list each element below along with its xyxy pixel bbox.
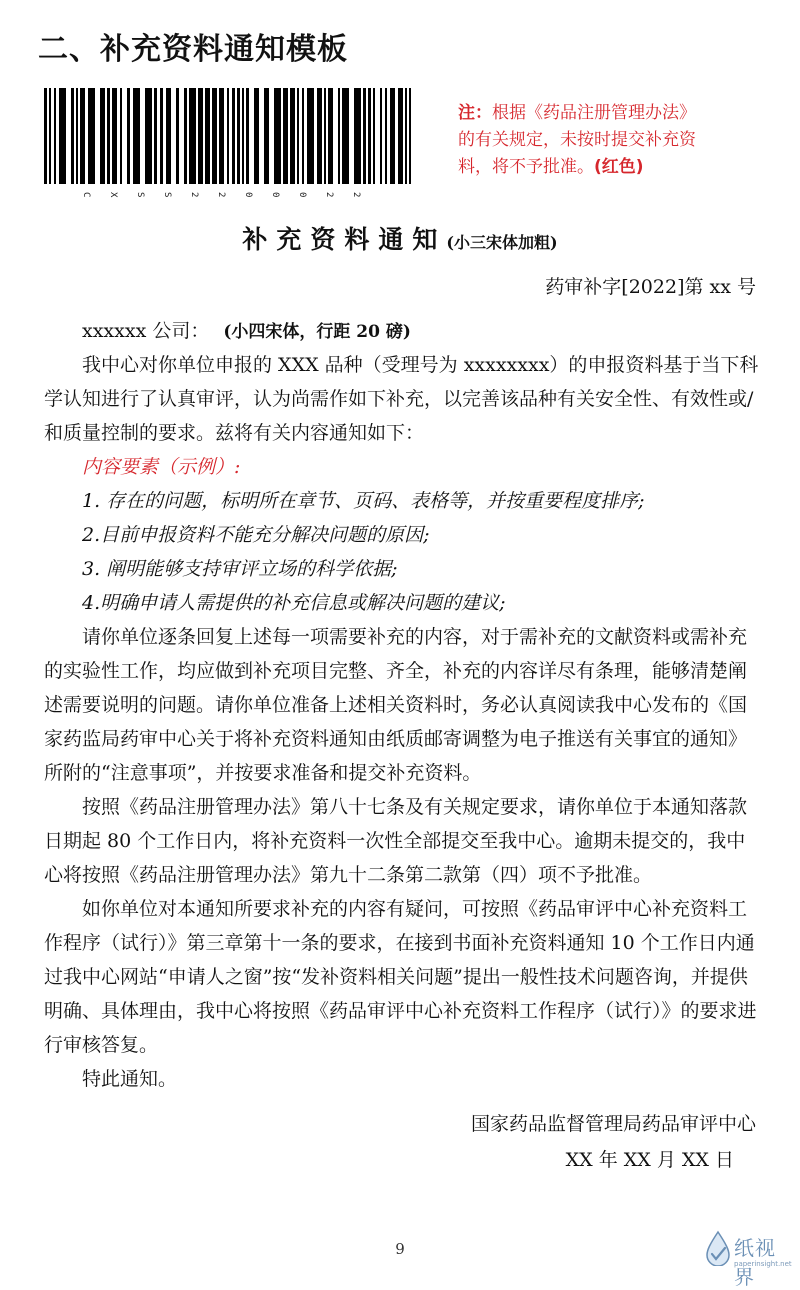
barcode-bar <box>254 88 259 184</box>
note-line2: 的有关规定，未按时提交补充资 <box>458 130 696 150</box>
document-body <box>44 314 760 1096</box>
barcode-bar <box>133 88 140 184</box>
barcode-bar <box>354 88 361 184</box>
list-item: 4.明确申请人需提供的补充信息或解决问题的建议; <box>82 592 506 614</box>
title-font-note: (小三宋体加粗) <box>446 233 558 252</box>
barcode-bar <box>184 88 187 184</box>
barcode-bar <box>405 88 407 184</box>
document-title <box>0 220 800 256</box>
watermark-logo <box>704 1230 796 1289</box>
note-color-tag: (红色) <box>594 157 644 177</box>
barcode-bar <box>120 88 122 184</box>
barcode <box>44 88 414 204</box>
barcode-bar <box>307 88 314 184</box>
barcode-bar <box>80 88 85 184</box>
barcode-bar <box>198 88 203 184</box>
barcode-bar <box>88 88 95 184</box>
barcode-char: S <box>135 192 145 198</box>
barcode-char: 2 <box>216 192 226 198</box>
logo-icon <box>704 1230 732 1266</box>
barcode-bar <box>145 88 152 184</box>
barcode-bar <box>380 88 382 184</box>
barcode-char: 0 <box>243 192 253 198</box>
page-number: 9 <box>395 1240 405 1258</box>
barcode-char: S <box>162 192 172 198</box>
barcode-bar <box>246 88 249 184</box>
barcode-bar <box>328 88 333 184</box>
barcode-bar <box>127 88 130 184</box>
barcode-bar <box>100 88 105 184</box>
barcode-bar <box>264 88 269 184</box>
logo-name: 纸视界 <box>734 1236 776 1289</box>
barcode-bar <box>363 88 366 184</box>
barcode-bar <box>71 88 74 184</box>
barcode-bar <box>373 88 375 184</box>
signature-block <box>471 1106 756 1178</box>
barcode-bar <box>368 88 371 184</box>
paragraph-2: 请你单位逐条回复上述每一项需要补充的内容，对于需补充的文献资料或需补充的实验性工作，均应做到补充项目完整、齐全，补充的内容详尽有条理，能够清楚阐述需要说明的问题。请你单位准备上述相关资料时，务必认真阅读我中心发布的《国家药监局药审中心关于将补充资料通知由纸质邮寄调整为电子推送有关事宜的通知》所附的“注意事项”，并按要求准备和提交补充资料。 <box>44 626 748 784</box>
barcode-bar <box>107 88 110 184</box>
salutation-line <box>44 314 760 348</box>
section-title: 二、补充资料通知模板 <box>38 32 348 67</box>
barcode-char: 0 <box>297 192 307 198</box>
signature: 国家药品监督管理局药品审评中心 <box>470 1113 756 1135</box>
barcode-char: 2 <box>324 192 334 198</box>
barcode-bar <box>338 88 340 184</box>
title-text: 补充资料通知 <box>242 225 447 254</box>
barcode-char: 2 <box>351 192 361 198</box>
barcode-bar <box>398 88 403 184</box>
barcode-bar <box>112 88 117 184</box>
barcode-bar <box>390 88 395 184</box>
red-note <box>458 100 748 181</box>
note-line3: 料，将不予批准。 <box>458 157 594 177</box>
barcode-bar <box>242 88 244 184</box>
salutation-format-note: (小四宋体，行距 20 磅) <box>223 322 411 342</box>
list-item: 2.目前申报资料不能充分解决问题的原因; <box>82 524 430 546</box>
logo-url: paperinsight.net <box>734 1260 792 1268</box>
barcode-bar <box>49 88 51 184</box>
barcode-char: 0 <box>270 192 280 198</box>
barcode-bar <box>283 88 288 184</box>
closing: 特此通知。 <box>82 1068 178 1090</box>
note-line1: 根据《药品注册管理办法》 <box>492 103 696 123</box>
barcode-bar <box>205 88 210 184</box>
barcode-bar <box>274 88 281 184</box>
barcode-bar <box>189 88 196 184</box>
barcode-bar <box>59 88 66 184</box>
barcode-bar <box>54 88 56 184</box>
barcode-bar <box>237 88 240 184</box>
content-heading: 内容要素（示例）: <box>82 456 241 478</box>
paragraph-1: 我中心对你单位申报的 XXX 品种（受理号为 xxxxxxxx）的申报资料基于当下科学认知进行了认真审评，认为尚需作如下补充，以完善该品种有关安全性、有效性或/和质量控制的要求。兹将有关内容通知如下： <box>44 354 759 444</box>
barcode-bar <box>76 88 78 184</box>
barcode-char: C <box>81 192 91 198</box>
barcode-bar <box>232 88 235 184</box>
paragraph-3: 按照《药品注册管理办法》第八十七条及有关规定要求，请你单位于本通知落款日期起 80 个工作日内，将补充资料一次性全部提交至我中心。逾期未提交的，我中心将按照《药品注册管理办法》第九十二条第二款第（四）项不予批准。 <box>44 796 748 886</box>
barcode-bar <box>317 88 322 184</box>
list-item: 3. 阐明能够支持审评立场的科学依据; <box>82 558 398 580</box>
barcode-bar <box>290 88 295 184</box>
list-item: 1. 存在的问题，标明所在章节、页码、表格等，并按重要程度排序; <box>82 490 645 512</box>
barcode-bar <box>154 88 157 184</box>
barcode-bar <box>44 88 47 184</box>
paragraph-4: 如你单位对本通知所要求补充的内容有疑问，可按照《药品审评中心补充资料工作程序（试行）》第三章第十一条的要求，在接到书面补充资料通知 10 个工作日内通过我中心网站“申请人之窗”按“发补资料相关问题”提出一般性技术问题咨询，并提供明确、具体理由，我中心将按照《药品审评中心补充资料工作程序（试行）》的要求进行审核答复。 <box>44 898 757 1056</box>
barcode-bar <box>409 88 411 184</box>
barcode-bar <box>324 88 326 184</box>
note-prefix: 注： <box>458 103 492 123</box>
barcode-char: X <box>108 192 118 198</box>
date: XX 年 XX 月 XX 日 <box>565 1149 734 1171</box>
barcode-bar <box>227 88 229 184</box>
barcode-bar <box>166 88 171 184</box>
salutation: xxxxxx 公司： <box>82 320 210 342</box>
barcode-bar <box>342 88 349 184</box>
barcode-bar <box>176 88 179 184</box>
barcode-char: 2 <box>189 192 199 198</box>
barcode-bar <box>212 88 217 184</box>
document-number: 药审补字[2022]第 xx 号 <box>545 276 756 298</box>
barcode-bar <box>385 88 387 184</box>
barcode-bar <box>297 88 299 184</box>
barcode-bar <box>160 88 163 184</box>
barcode-bar <box>302 88 304 184</box>
barcode-bar <box>219 88 224 184</box>
